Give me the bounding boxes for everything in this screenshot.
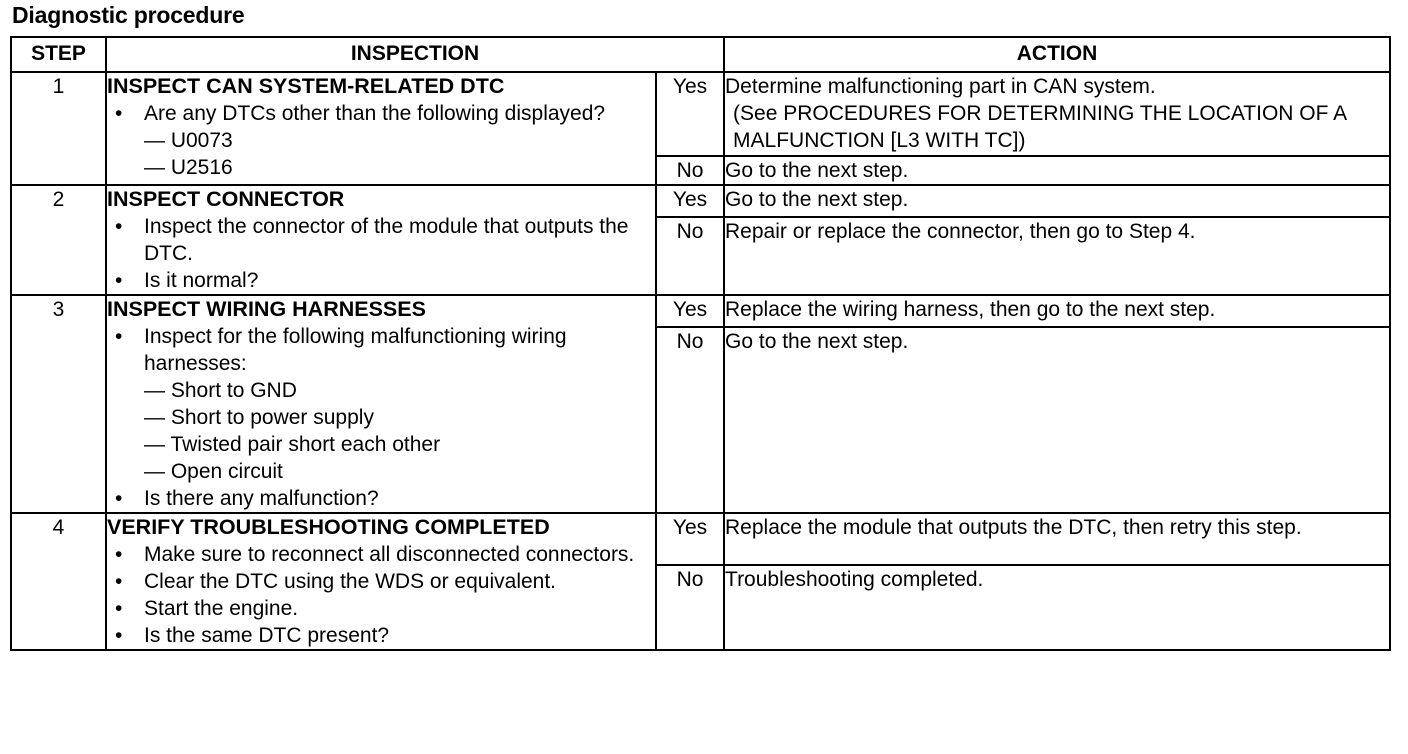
diagnostic-table	[10, 36, 1391, 651]
header-row	[11, 37, 1390, 72]
inspection-item	[107, 213, 655, 267]
inspection-item-text: Make sure to reconnect all disconnected connectors.	[144, 543, 635, 566]
page-title: Diagnostic procedure	[12, 2, 245, 28]
no-label: No	[656, 327, 724, 513]
inspection-subitem: — Short to GND	[144, 379, 297, 402]
step-row-2-yes	[11, 185, 1390, 217]
step-row-4-yes	[11, 513, 1390, 565]
inspection-item	[107, 595, 655, 622]
step-number: 2	[11, 185, 106, 295]
inspection-title: VERIFY TROUBLESHOOTING COMPLETED	[107, 515, 550, 539]
inspection-list	[107, 100, 655, 181]
yes-label: Yes	[656, 513, 724, 565]
inspection-item-text: Inspect for the following malfunctioning wiring harnesses:	[144, 325, 567, 375]
inspection-item-text: Is it normal?	[144, 269, 259, 292]
no-action: Go to the next step.	[724, 327, 1390, 513]
inspection-item	[107, 622, 655, 649]
inspection-title: INSPECT CONNECTOR	[107, 187, 345, 211]
no-label: No	[656, 217, 724, 295]
yes-action-text: Replace the wiring harness, then go to the next step.	[725, 298, 1216, 321]
yes-label: Yes	[656, 185, 724, 217]
inspection-item-text: Is there any malfunction?	[144, 487, 379, 510]
inspection-subitem: — Twisted pair short each other	[144, 433, 441, 456]
no-action: Troubleshooting completed.	[724, 565, 1390, 650]
inspection-item	[107, 541, 655, 568]
step-number: 1	[11, 72, 106, 185]
no-label: No	[656, 156, 724, 185]
inspection-subitem: — U0073	[144, 129, 233, 152]
yes-action	[724, 185, 1390, 217]
yes-label: Yes	[656, 72, 724, 156]
yes-action-text: Determine malfunctioning part in CAN system.	[725, 75, 1156, 98]
no-action: Repair or replace the connector, then go to Step 4.	[724, 217, 1390, 295]
step-row-3-yes	[11, 295, 1390, 327]
step-number: 4	[11, 513, 106, 650]
inspection-item-text: Clear the DTC using the WDS or equivalent.	[144, 570, 557, 593]
inspection-list	[107, 541, 655, 649]
yes-label: Yes	[656, 295, 724, 327]
yes-action-note: (See PROCEDURES FOR DETERMINING THE LOCATION OF A MALFUNCTION [L3 WITH TC])	[733, 102, 1346, 152]
no-label: No	[656, 565, 724, 650]
inspection-list	[107, 213, 655, 294]
no-action: Go to the next step.	[724, 156, 1390, 185]
yes-action	[724, 72, 1390, 156]
header-action: ACTION	[724, 37, 1390, 72]
inspection-list	[107, 323, 655, 512]
inspection-item-text: Is the same DTC present?	[144, 624, 390, 647]
inspection-item-text: Inspect the connector of the module that outputs the DTC.	[144, 215, 629, 265]
inspection-cell	[106, 513, 656, 650]
inspection-cell	[106, 72, 656, 185]
yes-action	[724, 513, 1390, 565]
header-step: STEP	[11, 37, 106, 72]
step-row-1-yes	[11, 72, 1390, 156]
inspection-cell	[106, 185, 656, 295]
inspection-item	[107, 100, 655, 127]
inspection-item	[107, 568, 655, 595]
inspection-subitem: — Short to power supply	[144, 406, 374, 429]
yes-action-text: Replace the module that outputs the DTC, then retry this step.	[725, 516, 1302, 539]
inspection-item	[107, 485, 655, 512]
inspection-subitem: — U2516	[144, 156, 233, 179]
inspection-title: INSPECT WIRING HARNESSES	[107, 297, 426, 321]
inspection-item-text: Start the engine.	[144, 597, 299, 620]
header-inspection: INSPECTION	[106, 37, 724, 72]
inspection-title: INSPECT CAN SYSTEM-RELATED DTC	[107, 74, 505, 98]
inspection-item-text: Are any DTCs other than the following displayed?	[144, 102, 606, 125]
yes-action-text: Go to the next step.	[725, 188, 909, 211]
inspection-cell	[106, 295, 656, 513]
step-number: 3	[11, 295, 106, 513]
inspection-item	[107, 323, 655, 377]
inspection-item	[107, 267, 655, 294]
inspection-subitem: — Open circuit	[144, 460, 283, 483]
yes-action	[724, 295, 1390, 327]
